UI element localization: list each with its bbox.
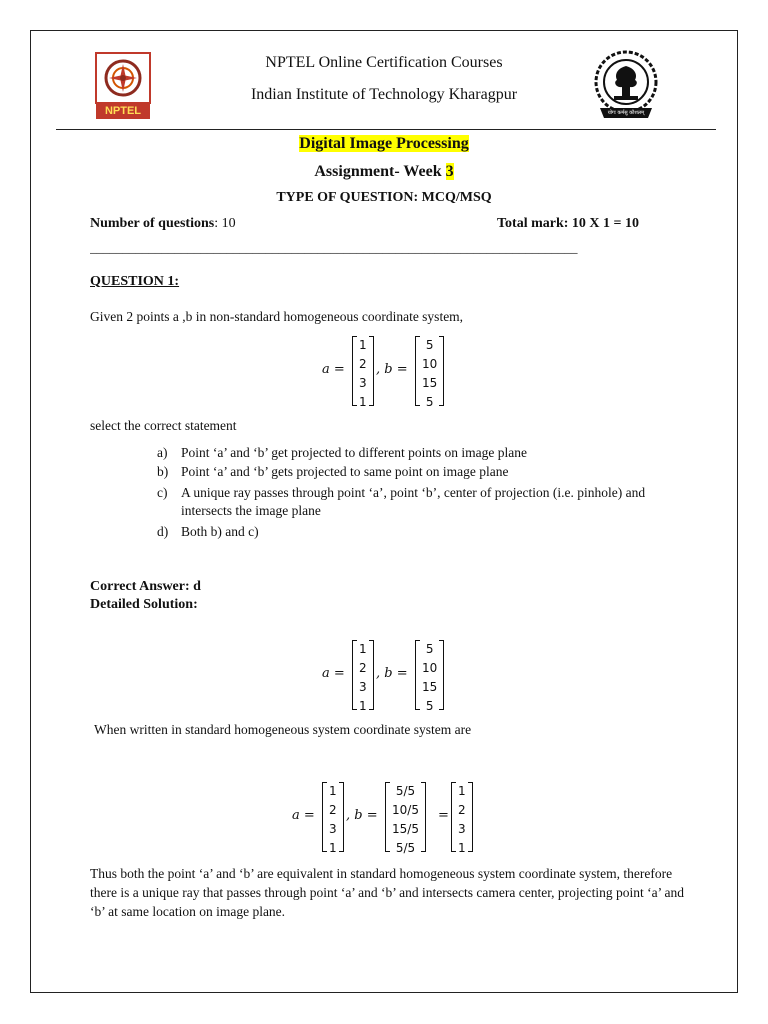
- iit-kharagpur-logo: [586, 46, 666, 124]
- option-label: a): [157, 445, 168, 460]
- matrix-cell: 5: [425, 699, 434, 713]
- matrix-cell: 1: [359, 338, 367, 352]
- matrix-cell: 1: [359, 699, 367, 713]
- header-line-1: NPTEL Online Certification Courses: [265, 54, 503, 71]
- num-questions-value: : 10: [214, 216, 236, 231]
- nptel-logo: [88, 50, 158, 122]
- option-label: c): [157, 485, 168, 500]
- option-label: b): [157, 464, 169, 479]
- total-mark: Total mark: 10 X 1 = 10: [497, 216, 640, 231]
- option-a: [157, 444, 697, 462]
- option-text: Point ‘a’ and ‘b’ get projected to different points on image plane: [181, 445, 528, 460]
- solution-text: When written in standard homogeneous system coordinate system are: [94, 722, 472, 737]
- matrix-cell: 15: [422, 376, 438, 390]
- eq2-lhs-b: , b =: [376, 666, 408, 681]
- eq3-matrix-result: [451, 782, 473, 855]
- eq3-lhs-b: , b =: [346, 808, 378, 823]
- matrix-cell: 1: [329, 841, 337, 855]
- matrix-cell: 1: [359, 642, 367, 656]
- matrix-cell: 1: [329, 784, 337, 798]
- eq2-matrix-a: [352, 640, 374, 713]
- matrix-cell: 10: [422, 357, 438, 371]
- matrix-cell: 5: [425, 338, 434, 352]
- option-b: [157, 463, 697, 481]
- number-of-questions: [90, 216, 236, 232]
- course-title: Digital Image Processing: [299, 135, 469, 152]
- eq1-lhs-a: a =: [322, 362, 345, 377]
- question-type: TYPE OF QUESTION: MCQ/MSQ: [276, 190, 492, 205]
- meta-rule: ___________________________________________________________________________: [90, 240, 578, 255]
- eq3-matrix-b-div: [385, 782, 426, 855]
- option-text: Both b) and c): [181, 524, 259, 539]
- matrix-cell: 2: [359, 661, 367, 675]
- matrix-cell: 3: [329, 822, 337, 836]
- matrix-cell: 2: [458, 803, 466, 817]
- question-stem: Given 2 points a ,b in non-standard homogeneous coordinate system,: [90, 309, 464, 324]
- assignment-week: 3: [445, 163, 454, 180]
- matrix-cell: 15/5: [392, 822, 419, 836]
- matrix-cell: 3: [359, 376, 367, 390]
- matrix-cell: 10/5: [392, 803, 419, 817]
- eq3-lhs-a: a =: [292, 808, 315, 823]
- nptel-logo-text: NPTEL: [104, 105, 142, 117]
- option-text: Point ‘a’ and ‘b’ gets projected to same point on image plane: [181, 464, 509, 479]
- matrix-cell: 1: [458, 784, 466, 798]
- eq1-matrix-a: [352, 336, 374, 409]
- question-heading: QUESTION 1:: [90, 274, 180, 289]
- matrix-cell: 15: [422, 680, 438, 694]
- assignment-title: [0, 163, 768, 181]
- option-d: [157, 523, 697, 541]
- option-c: [157, 484, 697, 520]
- solution-label: Detailed Solution:: [90, 597, 198, 612]
- eq2-lhs-a: a =: [322, 666, 345, 681]
- eq3-matrix-a: [322, 782, 344, 855]
- matrix-cell: 1: [359, 395, 367, 409]
- matrix-cell: 3: [458, 822, 466, 836]
- eq1-matrix-b: [415, 336, 444, 409]
- matrix-cell: 5/5: [395, 784, 416, 798]
- question-prompt: select the correct statement: [90, 418, 237, 433]
- matrix-cell: 5: [425, 395, 434, 409]
- matrix-cell: 10: [422, 661, 438, 675]
- matrix-cell: 2: [329, 803, 337, 817]
- eq3-equals: =: [438, 808, 449, 823]
- header-line-2: Indian Institute of Technology Kharagpur: [250, 86, 518, 103]
- iit-logo-motto: योगः कर्मसु कौशलम्: [607, 110, 645, 116]
- matrix-cell: 1: [458, 841, 466, 855]
- option-text: A unique ray passes through point ‘a’, point ‘b’, center of projection (i.e. pinhole) and intersects the image plane: [181, 485, 646, 518]
- matrix-cell: 5: [425, 642, 434, 656]
- matrix-cell: 5/5: [395, 841, 416, 855]
- assignment-prefix: Assignment- Week: [314, 163, 446, 180]
- correct-answer: Correct Answer: d: [90, 579, 201, 594]
- eq2-matrix-b: [415, 640, 444, 713]
- matrix-cell: 2: [359, 357, 367, 371]
- course-title-row: [0, 135, 768, 153]
- num-questions-label: Number of questions: [90, 216, 215, 231]
- eq1-lhs-b: , b =: [376, 362, 408, 377]
- conclusion-text: Thus both the point ‘a’ and ‘b’ are equivalent in standard homogeneous system coordinate system, therefore there is a unique ray that passes through point ‘a’ and ‘b’ and intersects camera center, projecting point ‘a’ and ‘b’ at same location on image plane.: [90, 866, 684, 919]
- matrix-cell: 3: [359, 680, 367, 694]
- option-label: d): [157, 524, 169, 539]
- header-divider: [56, 129, 716, 130]
